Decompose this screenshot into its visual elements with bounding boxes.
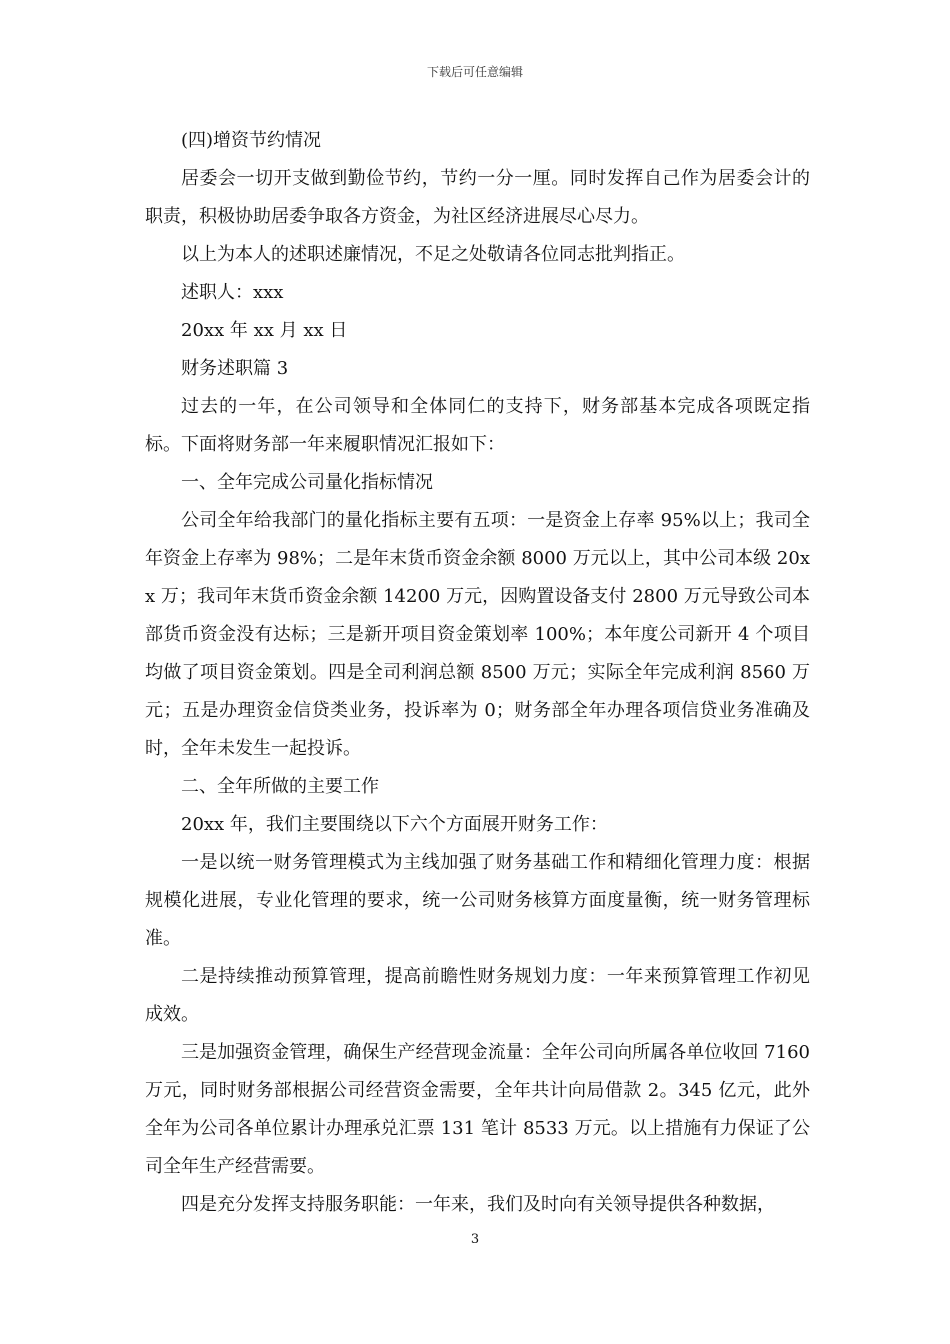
paragraph: 二是持续推动预算管理，提高前瞻性财务规划力度：一年来预算管理工作初见成效。 xyxy=(145,966,810,1025)
document-body xyxy=(145,122,810,1224)
date-line: 20xx 年 xx 月 xx 日 xyxy=(181,320,348,341)
page-number: 3 xyxy=(470,1232,480,1247)
paragraph: 一是以统一财务管理模式为主线加强了财务基础工作和精细化管理力度：根据规模化进展，专业化管理的要求，统一公司财务核算方面度量衡，统一财务管理标准。 xyxy=(145,852,810,949)
paragraph: 20xx 年，我们主要围绕以下六个方面展开财务工作： xyxy=(181,814,608,835)
section-heading: 二、全年所做的主要工作 xyxy=(181,776,379,797)
paragraph: 以上为本人的述职述廉情况，不足之处敬请各位同志批判指正。 xyxy=(181,244,685,265)
section-heading: (四)增资节约情况 xyxy=(181,130,322,151)
paragraph: 四是充分发挥支持服务职能：一年来，我们及时向有关领导提供各种数据， xyxy=(181,1194,775,1215)
section-heading: 一、全年完成公司量化指标情况 xyxy=(181,472,433,493)
paragraph: 居委会一切开支做到勤俭节约，节约一分一厘。同时发挥自己作为居委会计的职责，积极协助居委争取各方资金，为社区经济进展尽心尽力。 xyxy=(145,168,810,227)
page-header: 下载后可任意编辑 xyxy=(426,65,523,79)
paragraph: 过去的一年，在公司领导和全体同仁的支持下，财务部基本完成各项既定指标。下面将财务部一年来履职情况汇报如下： xyxy=(145,396,810,455)
paragraph: 公司全年给我部门的量化指标主要有五项：一是资金上存率 95%以上；我司全年资金上存率为 98%；二是年末货币资金余额 8000 万元以上，其中公司本级 20xx 万；我司年末货币资金余额 14200 万元，因购置设备支付 2800 万元导致公司本部货币资金没有达标；三是新开项目资金策划率 100%；本年度公司新开 4 个项目均做了项目资金策划。四是全司利润总额 8500 万元；实际全年完成利润 8560 万元；五是办理资金信贷类业务，投诉率为 0；财务部全年办理各项信贷业务准确及时，全年未发生一起投诉。 xyxy=(145,510,810,759)
paragraph: 三是加强资金管理，确保生产经营现金流量：全年公司向所属各单位收回 7160 万元，同时财务部根据公司经营资金需要，全年共计向局借款 2。345 亿元，此外全年为公司各单位累计办理承兑汇票 131 笔计 8533 万元。以上措施有力保证了公司全年生产经营需要。 xyxy=(145,1042,810,1177)
section-title: 财务述职篇 3 xyxy=(181,358,289,379)
signature-line: 述职人：xxx xyxy=(181,282,284,303)
